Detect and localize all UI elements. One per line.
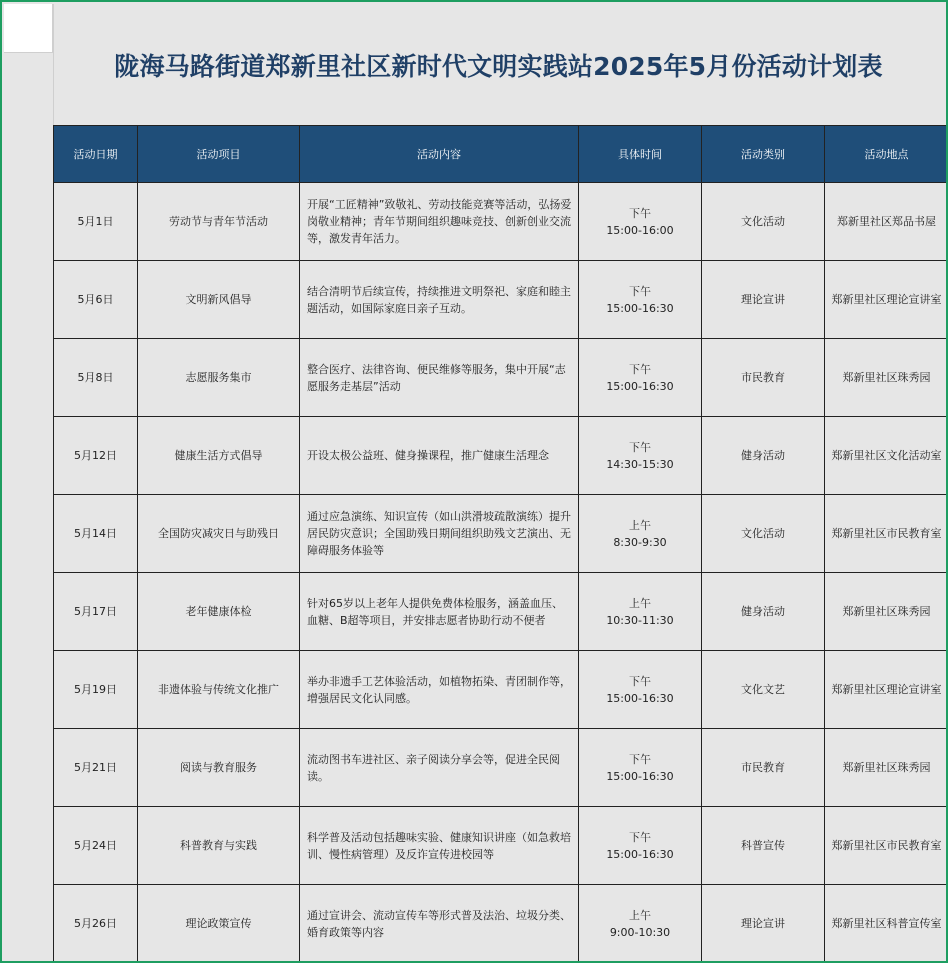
- table-row: [54, 885, 948, 963]
- cell-date[interactable]: 5月24日: [54, 807, 138, 885]
- time-range: 10:30-11:30: [606, 613, 674, 627]
- cell-date[interactable]: 5月1日: [54, 183, 138, 261]
- cell-category[interactable]: 科普宣传: [702, 807, 825, 885]
- row-header-column: [4, 4, 54, 959]
- cell-project[interactable]: 老年健康体检: [138, 573, 300, 651]
- cell-project[interactable]: 阅读与教育服务: [138, 729, 300, 807]
- cell-location[interactable]: 郑新里社区市民教育室: [825, 495, 948, 573]
- cell-content[interactable]: 开展“工匠精神”致敬礼、劳动技能竞赛等活动，弘扬爱岗敬业精神；青年节期间组织趣味竞技、创新创业交流等，激发青年活力。: [300, 183, 579, 261]
- table-row: [54, 651, 948, 729]
- time-period: 下午: [629, 206, 651, 220]
- header-category[interactable]: 活动类别: [702, 126, 825, 183]
- cell-location[interactable]: 郑新里社区科普宣传室: [825, 885, 948, 963]
- cell-time[interactable]: [579, 573, 702, 651]
- cell-content[interactable]: 科学普及活动包括趣味实验、健康知识讲座（如急救培训、慢性病管理）及反诈宣传进校园等: [300, 807, 579, 885]
- cell-date[interactable]: 5月12日: [54, 417, 138, 495]
- cell-location[interactable]: 郑新里社区珠秀园: [825, 573, 948, 651]
- page-title: 陇海马路街道郑新里社区新时代文明实践站2025年5月份活动计划表: [114, 51, 883, 81]
- cell-time[interactable]: [579, 183, 702, 261]
- time-range: 9:00-10:30: [609, 925, 671, 939]
- cell-content[interactable]: 开设太极公益班、健身操课程，推广健康生活理念: [300, 417, 579, 495]
- cell-time[interactable]: [579, 651, 702, 729]
- cell-location[interactable]: 郑新里社区市民教育室: [825, 807, 948, 885]
- header-project[interactable]: 活动项目: [138, 126, 300, 183]
- time-period: 下午: [629, 752, 651, 766]
- cell-project[interactable]: 志愿服务集市: [138, 339, 300, 417]
- cell-time[interactable]: [579, 417, 702, 495]
- cell-category[interactable]: 健身活动: [702, 417, 825, 495]
- time-period: 下午: [629, 284, 651, 298]
- cell-content[interactable]: 流动图书车进社区、亲子阅读分享会等，促进全民阅读。: [300, 729, 579, 807]
- cell-category[interactable]: 文化文艺: [702, 651, 825, 729]
- cell-date[interactable]: 5月19日: [54, 651, 138, 729]
- cell-time[interactable]: [579, 261, 702, 339]
- table-row: [54, 261, 948, 339]
- cell-time[interactable]: [579, 807, 702, 885]
- activity-plan-table: [53, 125, 948, 963]
- time-period: 下午: [629, 440, 651, 454]
- cell-location[interactable]: 郑新里社区文化活动室: [825, 417, 948, 495]
- cell-location[interactable]: 郑新里社区珠秀园: [825, 729, 948, 807]
- cell-project[interactable]: 健康生活方式倡导: [138, 417, 300, 495]
- time-period: 下午: [629, 830, 651, 844]
- table-row: [54, 183, 948, 261]
- cell-category[interactable]: 健身活动: [702, 573, 825, 651]
- time-range: 15:00-16:30: [606, 769, 674, 783]
- table-row: [54, 573, 948, 651]
- cell-time[interactable]: [579, 339, 702, 417]
- cell-category[interactable]: 市民教育: [702, 339, 825, 417]
- cell-project[interactable]: 科普教育与实践: [138, 807, 300, 885]
- time-period: 上午: [629, 596, 651, 610]
- cell-date[interactable]: 5月17日: [54, 573, 138, 651]
- table-row: [54, 729, 948, 807]
- cell-time[interactable]: [579, 885, 702, 963]
- cell-location[interactable]: 郑新里社区郑品书屋: [825, 183, 948, 261]
- time-period: 上午: [629, 518, 651, 532]
- time-range: 15:00-16:30: [606, 301, 674, 315]
- cell-content[interactable]: 整合医疗、法律咨询、便民维修等服务，集中开展“志愿服务走基层”活动: [300, 339, 579, 417]
- cell-date[interactable]: 5月6日: [54, 261, 138, 339]
- time-range: 15:00-16:30: [606, 691, 674, 705]
- cell-date[interactable]: 5月14日: [54, 495, 138, 573]
- cell-location[interactable]: 郑新里社区理论宣讲室: [825, 261, 948, 339]
- time-range: 15:00-16:30: [606, 847, 674, 861]
- cell-date[interactable]: 5月8日: [54, 339, 138, 417]
- cell-project[interactable]: 劳动节与青年节活动: [138, 183, 300, 261]
- cell-category[interactable]: 文化活动: [702, 183, 825, 261]
- cell-category[interactable]: 市民教育: [702, 729, 825, 807]
- cell-project[interactable]: 文明新风倡导: [138, 261, 300, 339]
- header-content[interactable]: 活动内容: [300, 126, 579, 183]
- cell-project[interactable]: 全国防灾减灾日与助残日: [138, 495, 300, 573]
- cell-date[interactable]: 5月26日: [54, 885, 138, 963]
- table-row: [54, 417, 948, 495]
- table-row: [54, 495, 948, 573]
- time-range: 14:30-15:30: [606, 457, 674, 471]
- cell-category[interactable]: 文化活动: [702, 495, 825, 573]
- cell-content[interactable]: 针对65岁以上老年人提供免费体检服务，涵盖血压、血糖、B超等项目，并安排志愿者协助行动不便者: [300, 573, 579, 651]
- cell-project[interactable]: 非遗体验与传统文化推广: [138, 651, 300, 729]
- cell-time[interactable]: [579, 495, 702, 573]
- time-period: 下午: [629, 362, 651, 376]
- header-date[interactable]: 活动日期: [54, 126, 138, 183]
- time-period: 下午: [629, 674, 651, 688]
- cell-content[interactable]: 通过应急演练、知识宣传（如山洪滑坡疏散演练）提升居民防灾意识；全国助残日期间组织助残文艺演出、无障碍服务体验等: [300, 495, 579, 573]
- cell-category[interactable]: 理论宣讲: [702, 261, 825, 339]
- cell-date[interactable]: 5月21日: [54, 729, 138, 807]
- time-range: 15:00-16:00: [606, 223, 674, 237]
- cell-content[interactable]: 通过宣讲会、流动宣传车等形式普及法治、垃圾分类、婚育政策等内容: [300, 885, 579, 963]
- table-row: [54, 807, 948, 885]
- header-location[interactable]: 活动地点: [825, 126, 948, 183]
- cell-content[interactable]: 结合清明节后续宣传，持续推进文明祭祀、家庭和睦主题活动，如国际家庭日亲子互动。: [300, 261, 579, 339]
- time-period: 上午: [629, 908, 651, 922]
- cell-category[interactable]: 理论宣讲: [702, 885, 825, 963]
- time-range: 15:00-16:30: [606, 379, 674, 393]
- cell-location[interactable]: 郑新里社区理论宣讲室: [825, 651, 948, 729]
- header-time[interactable]: 具体时间: [579, 126, 702, 183]
- cell-location[interactable]: 郑新里社区珠秀园: [825, 339, 948, 417]
- select-all-corner[interactable]: [4, 4, 53, 53]
- table-row: [54, 339, 948, 417]
- cell-time[interactable]: [579, 729, 702, 807]
- cell-content[interactable]: 举办非遗手工艺体验活动，如植物拓染、青团制作等，增强居民文化认同感。: [300, 651, 579, 729]
- cell-project[interactable]: 理论政策宣传: [138, 885, 300, 963]
- table-header-row: [54, 126, 948, 183]
- time-range: 8:30-9:30: [613, 535, 667, 549]
